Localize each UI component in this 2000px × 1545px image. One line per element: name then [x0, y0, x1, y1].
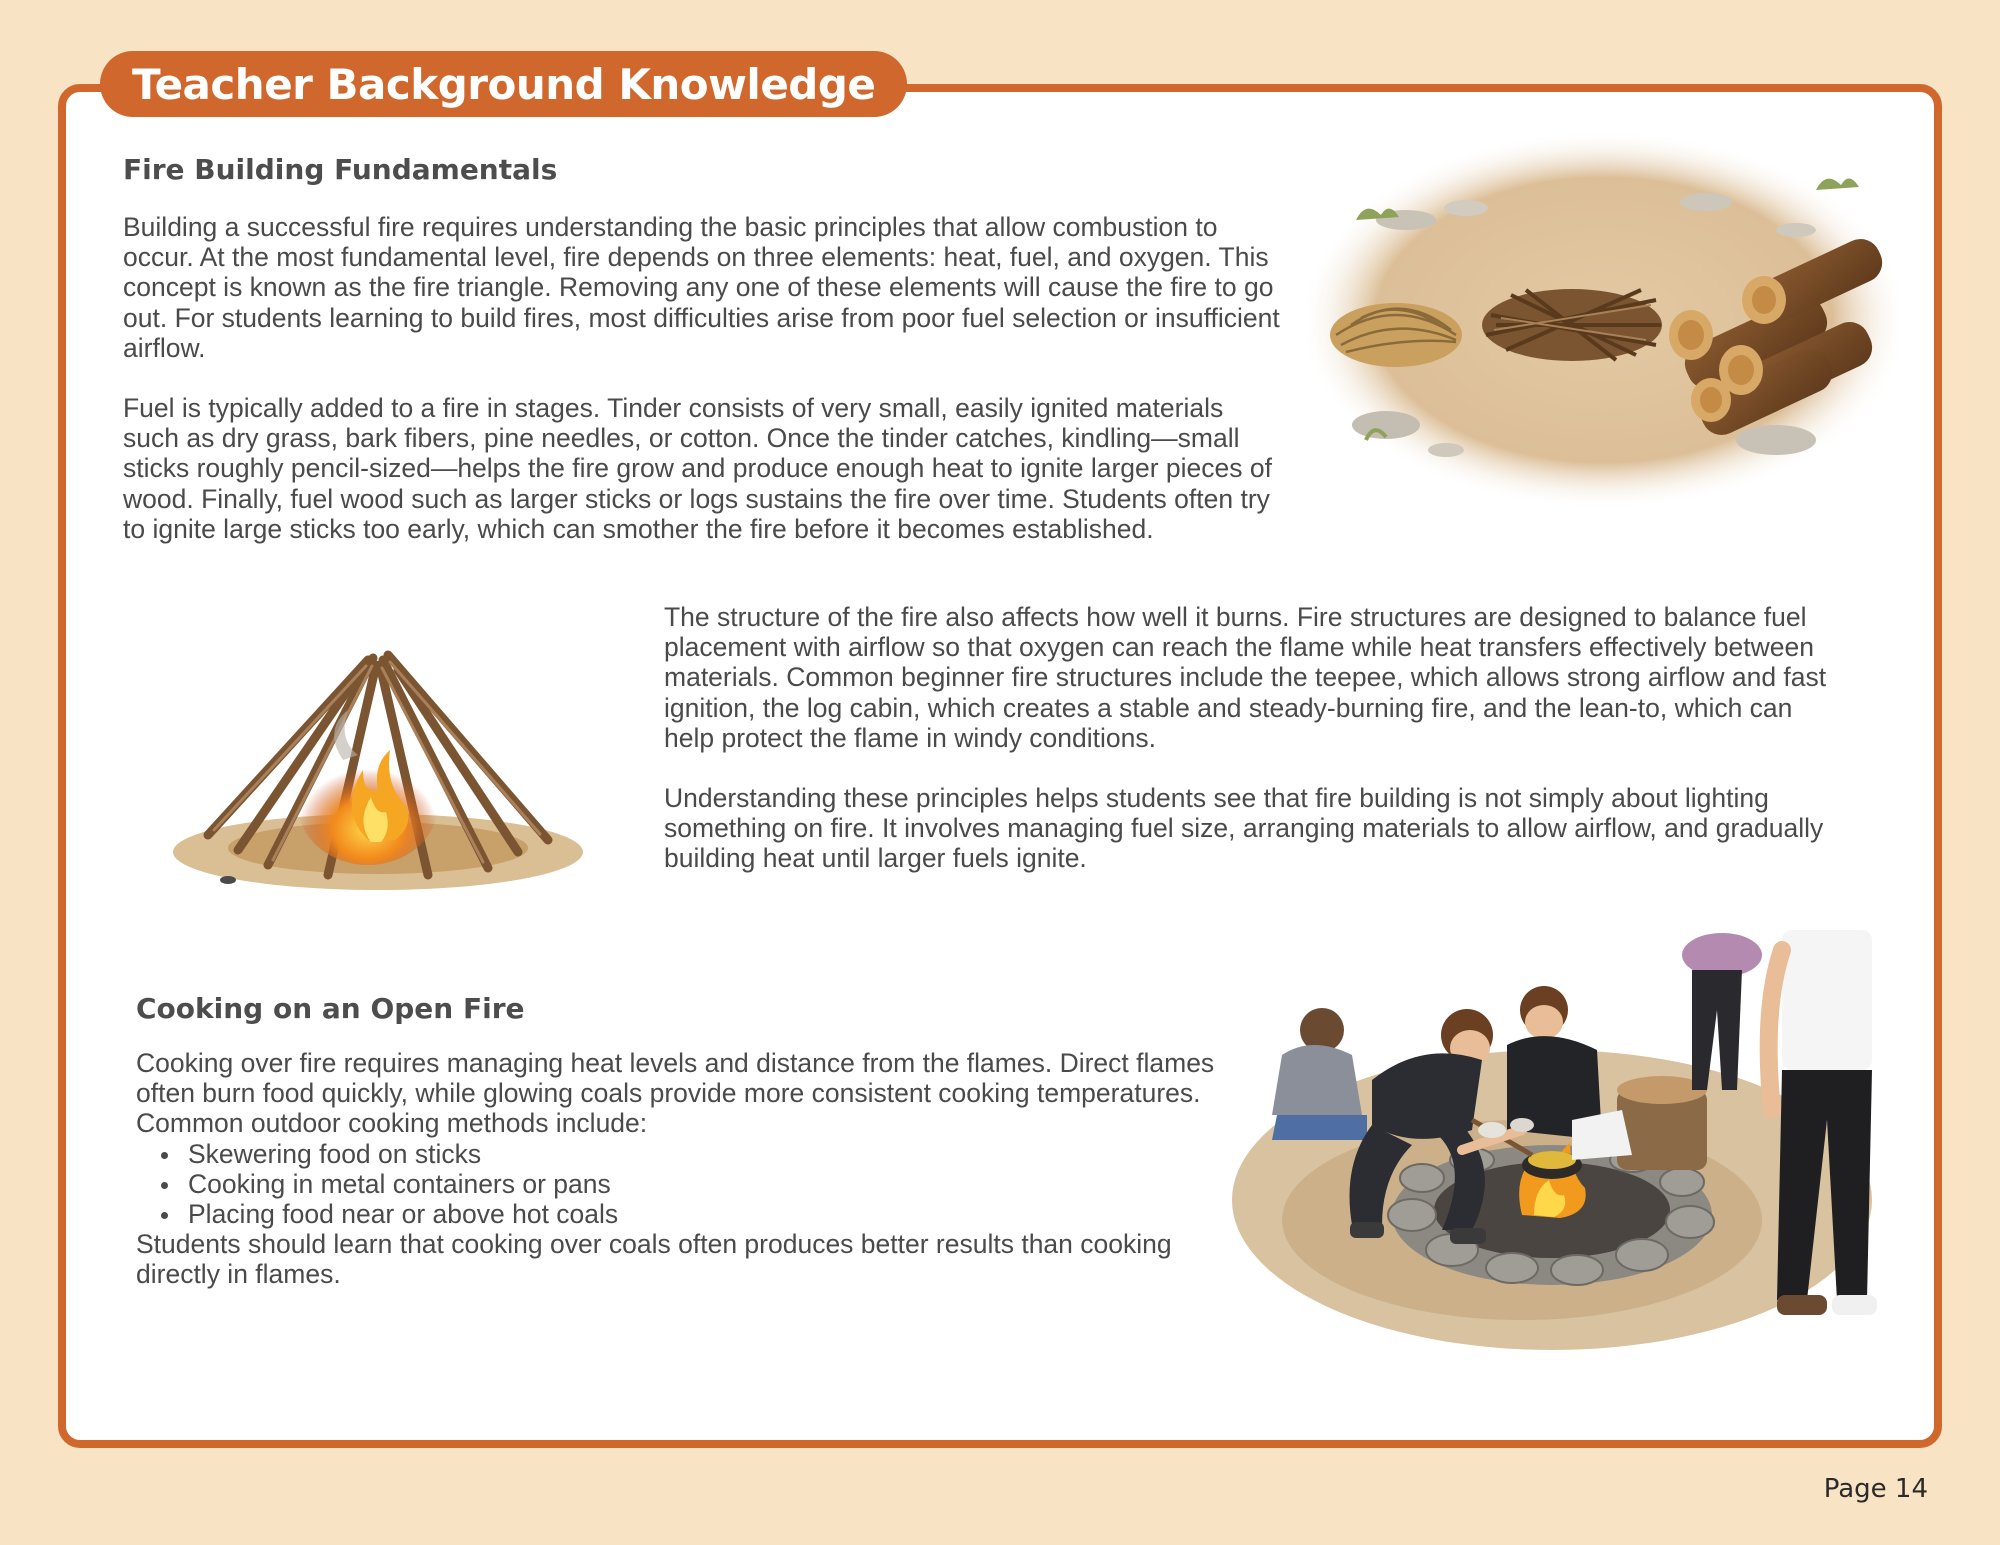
cooking-method-item: Placing food near or above hot coals	[158, 1199, 1256, 1229]
fire-building-paragraph-1: Building a successful fire requires understanding the basic principles that allow combustion to occur. At the most fundamental level, fire depends on three elements: heat, fuel, and oxygen. This concept is known as the fire triangle. Removing any one of these elements will cause the fire to go out. For students learning to build fires, most difficulties arise from poor fuel selection or insufficient airflow.	[123, 212, 1280, 363]
section-title: Teacher Background Knowledge	[132, 59, 876, 109]
fire-building-text-top	[123, 212, 1283, 544]
students-cooking-illustration	[1222, 930, 1882, 1370]
cooking-list-intro: Common outdoor cooking methods include:	[136, 1108, 648, 1139]
fire-building-heading: Fire Building Fundamentals	[123, 153, 558, 186]
page-number: Page 14	[1823, 1474, 1928, 1504]
section-title-tab	[100, 51, 907, 117]
teepee-fire-illustration	[168, 630, 588, 896]
cooking-method-item: Cooking in metal containers or pans	[158, 1169, 1256, 1199]
fire-building-paragraph-2: Fuel is typically added to a fire in stages. Tinder consists of very small, easily ignited materials such as dry grass, bark fibers, pine needles, or cotton. Once the tinder catches, kindling—small sticks roughly pencil-sized—helps the fire grow and produce enough heat to ignite larger pieces of wood. Finally, fuel wood such as larger sticks or logs sustains the fire over time. Students often try to ignite large sticks too early, which can smother the fire before it becomes established.	[123, 393, 1272, 544]
cooking-text	[136, 1048, 1256, 1290]
fire-building-text-bottom	[664, 602, 1844, 874]
cooking-methods-list	[136, 1139, 1256, 1230]
fire-building-paragraph-3: The structure of the fire also affects how well it burns. Fire structures are designed to balance fuel placement with airflow so that oxygen can reach the flame while heat transfers effectively between materials. Common beginner fire structures include the teepee, which allows strong airflow and fast ignition, the log cabin, which creates a stable and steady-burning fire, and the lean-to, which can help protect the flame in windy conditions.	[664, 602, 1827, 753]
cooking-conclusion: Students should learn that cooking over coals often produces better results than cooking directly in flames.	[136, 1229, 1172, 1290]
cooking-method-item: Skewering food on sticks	[158, 1139, 1256, 1169]
fuel-stages-illustration	[1296, 120, 1912, 530]
cooking-intro: Cooking over fire requires managing heat levels and distance from the flames. Direct flames often burn food quickly, while glowing coals provide more consistent cooking temperatures.	[136, 1048, 1215, 1109]
cooking-heading: Cooking on an Open Fire	[136, 992, 525, 1025]
fire-building-paragraph-4: Understanding these principles helps students see that fire building is not simply about lighting something on fire. It involves managing fuel size, arranging materials to allow airflow, and gradually building heat until larger fuels ignite.	[664, 783, 1824, 874]
